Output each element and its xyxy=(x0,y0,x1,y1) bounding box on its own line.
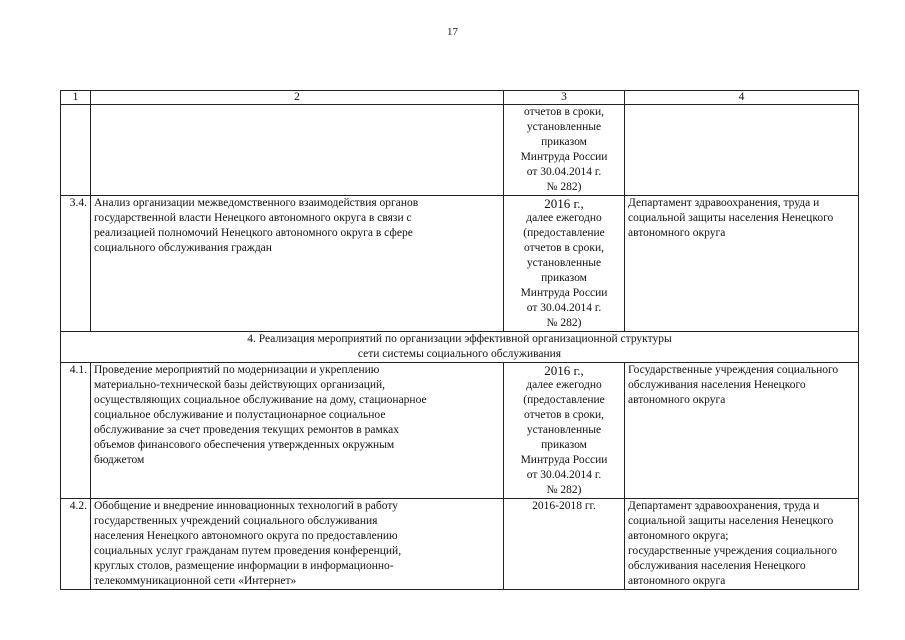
responsible-line: обслуживания населения Ненецкого xyxy=(628,379,806,391)
responsible-line: государственные учреждения социального xyxy=(628,545,837,557)
activities-table xyxy=(60,90,859,590)
activity-line: Анализ организации межведомственного взаимодействия органов xyxy=(94,197,419,209)
period-line: отчетов в сроки, xyxy=(524,409,604,421)
activity-line: государственной власти Ненецкого автономного округа в связи с xyxy=(94,212,412,224)
activity-description xyxy=(91,499,504,590)
activity-line: социальных услуг гражданам путем проведения конференций, xyxy=(94,545,402,557)
responsible-executor xyxy=(625,196,859,332)
activity-line: реализацией полномочий Ненецкого автономного округа в сфере xyxy=(94,227,413,239)
table-header-row xyxy=(61,91,859,105)
table-row xyxy=(61,196,859,332)
table-row xyxy=(61,105,859,196)
column-header-4: 4 xyxy=(625,91,859,105)
period-line: от 30.04.2014 г. xyxy=(526,302,602,314)
responsible-line: автономного округа xyxy=(628,394,726,406)
page-number: 17 xyxy=(447,26,458,38)
period-line: Минтруда России xyxy=(520,287,608,299)
table-row xyxy=(61,499,859,590)
period-line: № 282) xyxy=(546,484,582,496)
responsible-line: Государственные учреждения социального xyxy=(628,364,839,376)
responsible-executor xyxy=(625,105,859,196)
period-line: 2016-2018 гг. xyxy=(532,500,596,512)
period-line: установленные xyxy=(526,257,602,269)
responsible-line: Департамент здравоохранения, труда и xyxy=(628,500,820,512)
activity-line: объемов финансового обеспечения утвержденных окружным xyxy=(94,439,395,451)
period-line: установленные xyxy=(526,121,602,133)
period-start: 2016 г., xyxy=(544,363,584,378)
section-heading-row xyxy=(61,332,859,363)
activity-line: населения Ненецкого автономного округа по предоставлению xyxy=(94,530,398,542)
period-line: от 30.04.2014 г. xyxy=(526,469,602,481)
activity-line: материально-технической базы действующих организаций, xyxy=(94,379,386,391)
activity-description xyxy=(91,105,504,196)
activity-line: круглых столов, размещение информации в информационно- xyxy=(94,560,394,572)
column-header-3: 3 xyxy=(504,91,625,105)
activity-line: социальное обслуживание и полустационарное социальное xyxy=(94,409,386,421)
activity-description xyxy=(91,196,504,332)
period-line: приказом xyxy=(541,136,587,148)
period-line: приказом xyxy=(541,439,587,451)
responsible-executor xyxy=(625,363,859,499)
execution-period xyxy=(504,499,625,590)
responsible-line: социальной защиты населения Ненецкого xyxy=(628,212,834,224)
period-line: установленные xyxy=(526,424,602,436)
activity-line: Проведение мероприятий по модернизации и укреплению xyxy=(94,364,380,376)
responsible-executor xyxy=(625,499,859,590)
period-line: далее ежегодно xyxy=(526,212,602,224)
responsible-line: автономного округа xyxy=(628,227,726,239)
period-line: № 282) xyxy=(546,181,582,193)
period-line: далее ежегодно xyxy=(526,379,602,391)
column-header-1: 1 xyxy=(61,91,91,105)
responsible-line: автономного округа; xyxy=(628,530,729,542)
item-number: 3.4. xyxy=(61,196,91,332)
execution-period xyxy=(504,105,625,196)
period-line: № 282) xyxy=(546,317,582,329)
activity-line: Обобщение и внедрение инновационных технологий в работу xyxy=(94,500,398,512)
responsible-line: обслуживания населения Ненецкого xyxy=(628,560,806,572)
activity-line: осуществляющих социальное обслуживание на дому, стационарное xyxy=(94,394,427,406)
period-line: Минтруда России xyxy=(520,151,608,163)
activity-line: обслуживание за счет проведения текущих ремонтов в рамках xyxy=(94,424,400,436)
activity-description xyxy=(91,363,504,499)
execution-period xyxy=(504,196,625,332)
activity-line: бюджетом xyxy=(94,454,145,466)
activity-line: социального обслуживания граждан xyxy=(94,242,272,254)
period-start: 2016 г., xyxy=(544,196,584,211)
item-number: 4.1. xyxy=(61,363,91,499)
section-heading xyxy=(61,332,859,363)
responsible-line: автономного округа xyxy=(628,575,726,587)
item-number xyxy=(61,105,91,196)
activity-line: государственных учреждений социального обслуживания xyxy=(94,515,378,527)
column-header-2: 2 xyxy=(91,91,504,105)
responsible-line: Департамент здравоохранения, труда и xyxy=(628,197,820,209)
execution-period xyxy=(504,363,625,499)
period-line: (предоставление xyxy=(523,394,605,406)
section-heading-line: сети системы социального обслуживания xyxy=(357,348,562,360)
period-line: от 30.04.2014 г. xyxy=(526,166,602,178)
period-line: приказом xyxy=(541,272,587,284)
period-line: отчетов в сроки, xyxy=(524,106,604,118)
period-line: Минтруда России xyxy=(520,454,608,466)
period-line: (предоставление xyxy=(523,227,605,239)
table-row xyxy=(61,363,859,499)
period-line: отчетов в сроки, xyxy=(524,242,604,254)
activity-line: телекоммуникационной сети «Интернет» xyxy=(94,575,297,587)
item-number: 4.2. xyxy=(61,499,91,590)
responsible-line: социальной защиты населения Ненецкого xyxy=(628,515,834,527)
section-heading-line: 4. Реализация мероприятий по организации эффективной организационной структуры xyxy=(247,333,672,345)
